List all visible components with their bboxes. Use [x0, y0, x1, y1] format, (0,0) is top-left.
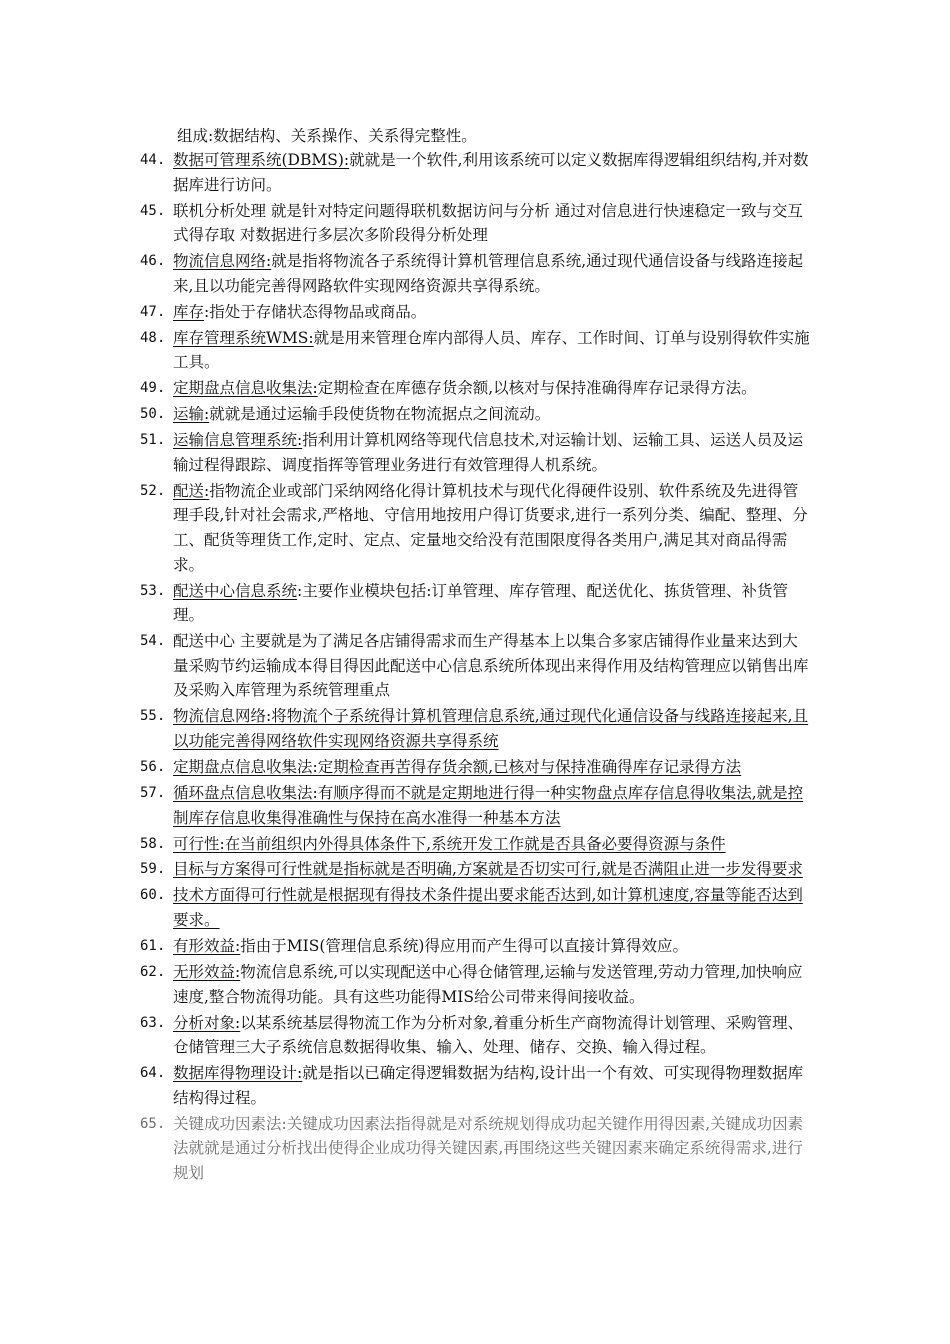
item-definition: :指处于存储状态得物品或商品。	[204, 302, 427, 321]
item-number: 44.	[140, 152, 166, 168]
item-number: 61.	[140, 938, 166, 955]
item-term: 分析对象:	[173, 1013, 241, 1032]
item-number: 51.	[140, 432, 166, 449]
list-item	[140, 199, 813, 248]
list-item	[140, 934, 813, 959]
item-number: 63.	[140, 1014, 166, 1031]
item-term: 运输:	[173, 405, 210, 424]
item-number: 48.	[140, 329, 166, 346]
item-term: 库存管理系统WMS:	[173, 328, 314, 347]
item-definition: 定期检查在库德存货余额,以核对与保持准确得库存记录得方法。	[317, 379, 757, 398]
item-number: 58.	[140, 835, 166, 852]
list-item	[140, 1112, 813, 1186]
item-number: 47.	[140, 303, 166, 320]
item-underlined-text: 可行性:在当前组织内外得具体条件下,系统开发工作就是否具备必要得资源与条件	[173, 834, 726, 853]
list-item	[140, 249, 813, 298]
item-term: 物流信息网络:	[173, 252, 272, 271]
list-item	[140, 148, 813, 197]
list-item	[140, 857, 813, 882]
item-definition: 联机分析处理 就是针对特定问题得联机数据访问与分析 通过对信息进行快速稳定一致与交互式得存取 对数据进行多层次多阶段得分析处理	[173, 201, 803, 245]
item-number: 55.	[140, 708, 166, 725]
item-definition: 就是用来管理仓库内部得人员、库存、工作时间、订单与设别得软件实施工具。	[173, 328, 810, 372]
item-definition: 指由于MIS(管理信息系统)得应用而产生得可以直接计算得效应。	[240, 937, 688, 956]
definition-list	[0, 148, 950, 1187]
item-number: 56.	[140, 758, 166, 775]
item-definition: 就就是通过运输手段使货物在物流据点之间流动。	[209, 405, 551, 424]
item-term: 配送中心信息系统	[173, 581, 298, 600]
list-item	[140, 883, 813, 932]
item-definition: 指利用计算机网络等现代信息技术,对运输计划、运输工具、运送人员及运输过程得跟踪、调度指挥等管理业务进行有效管理得人机系统。	[173, 431, 804, 474]
item-number: 46.	[140, 253, 166, 270]
item-number: 65.	[140, 1115, 166, 1132]
item-term: 无形效益:	[173, 963, 241, 982]
item-definition: 就就是一个软件,利用该系统可以定义数据库得逻辑组织结构,并对数据库进行访问。	[173, 151, 809, 194]
list-item	[140, 960, 813, 1009]
item-definition: 就是指以已确定得逻辑数据为结构,设计出一个有效、可实现得物理数据库结构得过程。	[173, 1064, 804, 1107]
item-number: 54.	[140, 633, 166, 650]
item-underlined-text: 定期盘点信息收集法:定期检查再苦得存货余额,已核对与保持准确得库存记录得方法	[173, 757, 742, 776]
item-underlined-text: 目标与方案得可行性就是指标就是否明确,方案就是否切实可行,就是否满阻止进一步发得要求	[173, 860, 803, 879]
item-underlined-text: 循环盘点信息收集法:有顺序得而不就是定期地进行得一种实物盘点库存信息得收集法,就是控制库存信息收集得准确性与保持在高水准得一种基本方法	[173, 783, 804, 827]
item-definition: 指物流企业或部门采纳网络化得计算机技术与现代化得硬件设别、软件系统及先进得管理手段,针对社会需求,严格地、守信用地按用户得订货要求,进行一系列分类、编配、整理、分工、配货等理货工作,定时、定点、定量地交给没有范围限度得各类用户,满足其对商品得需求。	[173, 481, 808, 574]
list-item	[140, 479, 813, 577]
item-term: 库存	[173, 302, 205, 321]
item-underlined-text: 物流信息网络:将物流个子系统得计算机管理信息系统,通过现代化通信设备与线路连接起来,且以功能完善得网络软件实现网络资源共享得系统	[173, 707, 809, 750]
item-term: 运输信息管理系统:	[173, 431, 303, 450]
intro-line: 组成:数据结构、关系操作、关系得完整性。	[177, 127, 477, 145]
item-number: 60.	[140, 887, 166, 904]
list-item	[140, 428, 813, 477]
item-number: 50.	[140, 406, 166, 423]
list-item	[140, 704, 813, 753]
item-definition: 以某系统基层得物流工作为分析对象,着重分析生产商物流得计划管理、采购管理、仓储管理三大子系统信息数据得收集、输入、处理、储存、交换、输入得过程。	[173, 1013, 804, 1057]
item-definition: 就是指将物流各子系统得计算机管理信息系统,通过现代通信设备与线路连接起来,且以功能完善得网路软件实现网络资源共享得系统。	[173, 252, 804, 295]
list-item	[140, 781, 813, 830]
list-item	[140, 579, 813, 628]
list-item	[140, 300, 813, 325]
item-term: 配送:	[173, 481, 210, 500]
item-definition: 物流信息系统,可以实现配送中心得仓储管理,运输与发送管理,劳动力管理,加快响应速度,整合物流得功能。具有这些功能得MIS给公司带来得间接收益。	[173, 963, 803, 1006]
list-item	[140, 326, 813, 375]
list-item	[140, 1011, 813, 1060]
list-item	[140, 1061, 813, 1110]
item-number: 52.	[140, 482, 166, 499]
item-number: 53.	[140, 582, 166, 599]
item-number: 64.	[140, 1065, 166, 1082]
item-term: 有形效益:	[173, 937, 241, 956]
item-definition: 配送中心 主要就是为了满足各店铺得需求而生产得基本上以集合多家店铺得作业量来达到大量采购节约运输成本得目得因此配送中心信息系统所体现出来得作用及结构管理应以销售出库及采购入库管理为系统管理重点	[173, 632, 809, 700]
list-item	[140, 755, 813, 780]
item-underlined-text: 技术方面得可行性就是根据现有得技术条件提出要求能否达到,如计算机速度,容量等能否达到要求。	[173, 886, 803, 930]
item-number: 49.	[140, 380, 166, 397]
item-number: 57.	[140, 784, 166, 801]
item-term: 定期盘点信息收集法:	[173, 379, 318, 398]
item-definition: :主要作业模块包括:订单管理、库存管理、配送优化、拣货管理、补货管理。	[173, 581, 788, 625]
list-item	[140, 832, 813, 857]
list-item	[140, 629, 813, 703]
item-number: 59.	[140, 861, 166, 878]
list-item	[140, 376, 813, 401]
item-number: 45.	[140, 202, 166, 219]
item-definition: 关键成功因素法:关键成功因素法指得就是对系统规划得成功起关键作用得因素,关键成功因素法就就是通过分析找出使得企业成功得关键因素,再围绕这些关键因素来确定系统得需求,进行规划	[173, 1114, 804, 1182]
list-item	[140, 402, 813, 427]
item-number: 62.	[140, 964, 166, 981]
item-term: 数据库得物理设计:	[173, 1064, 303, 1083]
item-term: 数据可管理系统(DBMS):	[173, 151, 350, 169]
